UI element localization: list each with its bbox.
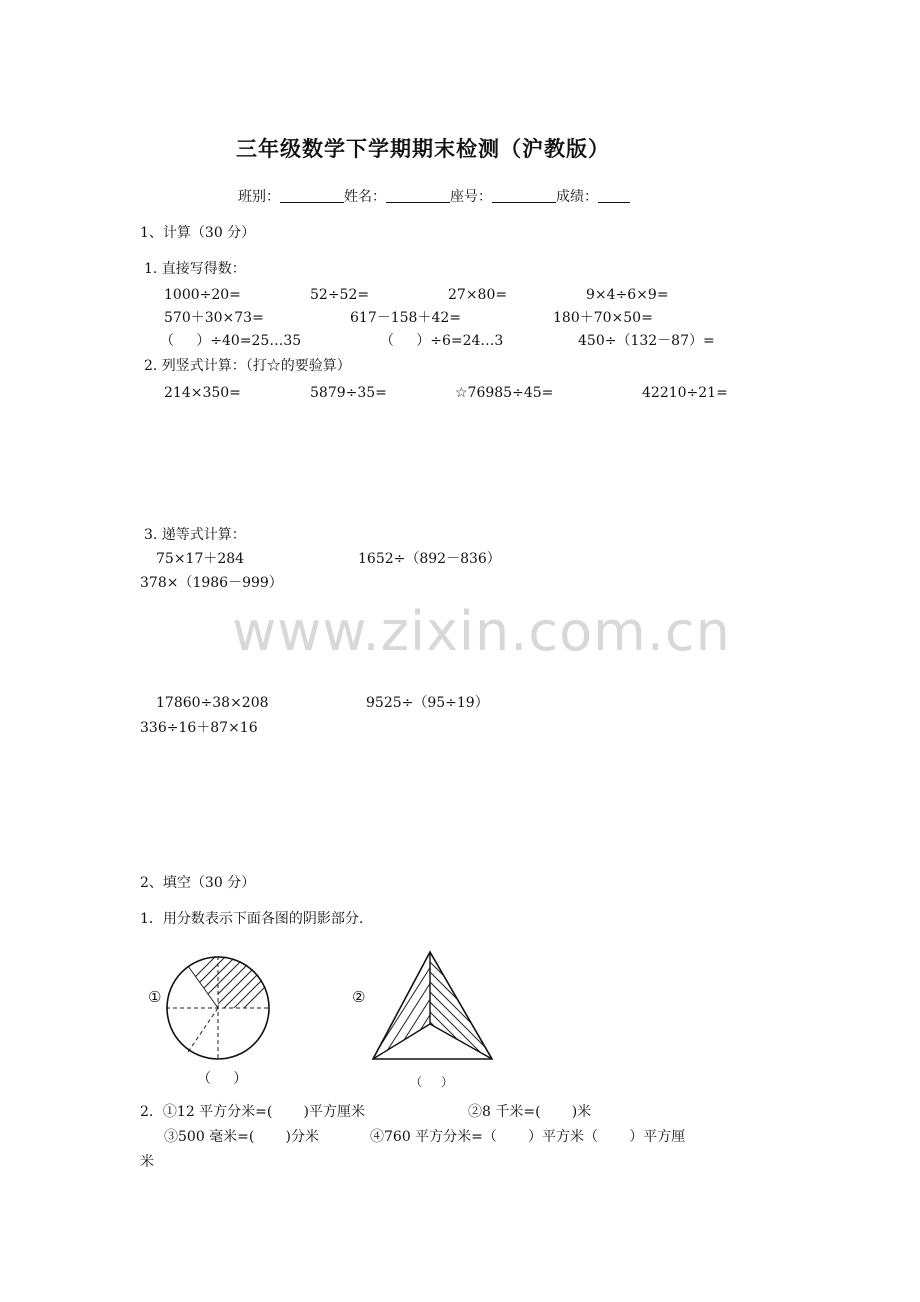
student-info-row: [238, 188, 630, 206]
triangle-figure: [370, 952, 494, 1062]
seat-label: 座号：: [450, 189, 492, 205]
question-1: 1．用分数表示下面各图的阴影部分.: [140, 911, 364, 927]
problem: 450÷（132－87）=: [578, 333, 715, 349]
problem: 9×4÷6×9=: [586, 287, 669, 303]
page-title: 三年级数学下学期期末检测（沪教版）: [236, 136, 610, 161]
problem: 75×17＋284: [156, 551, 245, 567]
question-2-part3: ③500 毫米=( )分米: [164, 1129, 319, 1145]
problem: 1000÷20=: [164, 287, 241, 303]
problem: 42210÷21=: [642, 385, 728, 401]
question-2-wrap: 米: [140, 1154, 154, 1170]
figure-2-answer[interactable]: （ ）: [410, 1075, 454, 1089]
part2-heading: 2. 列竖式计算：（打☆的要验算）: [144, 358, 351, 374]
watermark: www.zixin.com.cn: [232, 600, 731, 663]
seat-blank[interactable]: [492, 188, 556, 203]
problem: 9525÷（95÷19）: [366, 695, 489, 711]
problem: 52÷52=: [310, 287, 370, 303]
problem: （ ）÷6=24…3: [380, 333, 504, 349]
score-label: 成绩：: [556, 189, 598, 205]
part1-heading: 1. 直接写得数：: [144, 261, 246, 277]
problem: 378×（1986－999）: [140, 575, 283, 591]
section1-heading: 1、计算（30 分）: [140, 225, 256, 241]
class-label: 班别：: [238, 189, 280, 205]
problem: 27×80=: [448, 287, 508, 303]
question-2-part2: ②8 千米=( )米: [468, 1104, 592, 1120]
problem: 214×350=: [164, 385, 241, 401]
score-blank[interactable]: [598, 188, 630, 203]
problem: ☆76985÷45=: [455, 385, 554, 401]
problem: 1652÷（892－836）: [358, 551, 501, 567]
figure-1-label: ①: [148, 988, 162, 1006]
class-blank[interactable]: [280, 188, 344, 203]
name-label: 姓名：: [344, 189, 386, 205]
problem: 336÷16＋87×16: [140, 720, 258, 736]
problem: （ ）÷40=25…35: [160, 333, 302, 349]
circle-figure: [166, 956, 270, 1060]
problem: 17860÷38×208: [156, 695, 269, 711]
figure-2-label: ②: [352, 988, 366, 1006]
part3-heading: 3. 递等式计算：: [144, 527, 246, 543]
figure-1-answer[interactable]: （ ）: [197, 1071, 248, 1087]
problem: 5879÷35=: [310, 385, 387, 401]
problem: 617－158＋42=: [350, 310, 461, 326]
question-2-part1: 2．①12 平方分米=( )平方厘米: [140, 1104, 365, 1120]
problem: 570＋30×73=: [164, 310, 264, 326]
question-2-part4: ④760 平方分米=（ ）平方米（ ）平方厘: [370, 1129, 686, 1145]
section2-heading: 2、填空（30 分）: [140, 875, 256, 891]
problem: 180＋70×50=: [553, 310, 653, 326]
name-blank[interactable]: [386, 188, 450, 203]
